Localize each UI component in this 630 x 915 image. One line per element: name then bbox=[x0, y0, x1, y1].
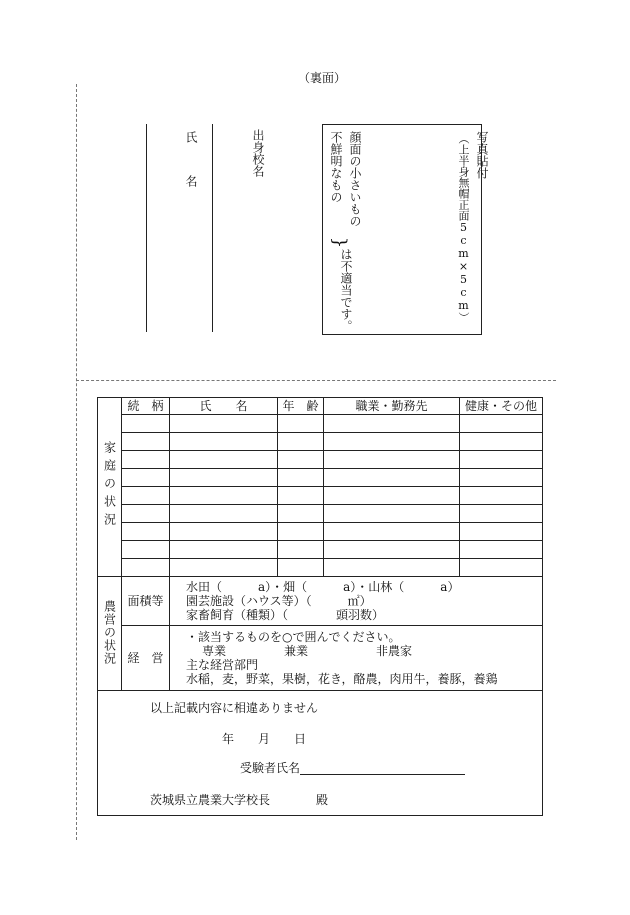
family-cell[interactable] bbox=[170, 451, 278, 469]
header-occupation: 職業・勤務先 bbox=[324, 398, 460, 415]
farm-side-label-cell bbox=[98, 577, 122, 691]
vertical-cut-line bbox=[76, 84, 77, 840]
signature-line[interactable] bbox=[300, 762, 465, 775]
declaration-date: 年 月 日 bbox=[222, 732, 307, 746]
mgmt-option-parttime[interactable]: 兼業 bbox=[284, 644, 309, 658]
family-cell[interactable] bbox=[278, 487, 324, 505]
family-cell[interactable] bbox=[122, 469, 170, 487]
family-cell[interactable] bbox=[460, 505, 543, 523]
school-write-line bbox=[212, 124, 213, 332]
declaration-signature bbox=[240, 761, 465, 775]
mgmt-instruction: ・該当するものを○で囲んでください。 bbox=[186, 630, 401, 644]
mgmt-label: 経 営 bbox=[122, 626, 170, 691]
family-cell[interactable] bbox=[122, 559, 170, 577]
horizontal-cut-line bbox=[76, 380, 556, 381]
family-cell[interactable] bbox=[324, 541, 460, 559]
family-cell[interactable] bbox=[324, 451, 460, 469]
family-row bbox=[98, 451, 543, 469]
mgmt-main-items: 水稲，麦，野菜，果樹，花き，酪農，肉用牛，養豚，養鶏 bbox=[186, 672, 498, 686]
header-health: 健康・その他 bbox=[460, 398, 543, 415]
family-row bbox=[98, 559, 543, 577]
family-cell[interactable] bbox=[122, 523, 170, 541]
family-cell[interactable] bbox=[278, 469, 324, 487]
family-side-label-cell bbox=[98, 398, 122, 577]
family-cell[interactable] bbox=[278, 523, 324, 541]
name-write-line bbox=[146, 124, 147, 332]
family-cell[interactable] bbox=[122, 415, 170, 433]
area-line-livestock: 家畜飼育（種類）（ 頭羽数） bbox=[186, 608, 385, 622]
farm-mgmt-row bbox=[98, 626, 543, 691]
family-cell[interactable] bbox=[324, 469, 460, 487]
family-cell[interactable] bbox=[324, 415, 460, 433]
farm-side-label: 農営の状況 bbox=[102, 599, 117, 665]
area-label: 面積等 bbox=[122, 577, 170, 626]
family-cell[interactable] bbox=[460, 433, 543, 451]
family-cell[interactable] bbox=[460, 451, 543, 469]
brace-glyph: } bbox=[329, 236, 351, 249]
family-row bbox=[98, 469, 543, 487]
family-side-label: 家庭の状況 bbox=[102, 440, 117, 531]
family-row bbox=[98, 505, 543, 523]
family-cell[interactable] bbox=[170, 559, 278, 577]
family-row bbox=[98, 541, 543, 559]
family-cell[interactable] bbox=[278, 541, 324, 559]
family-cell[interactable] bbox=[122, 505, 170, 523]
family-cell[interactable] bbox=[122, 433, 170, 451]
family-cell[interactable] bbox=[170, 505, 278, 523]
mgmt-options bbox=[186, 644, 526, 658]
family-cell[interactable] bbox=[460, 487, 543, 505]
header-relation: 続 柄 bbox=[122, 398, 170, 415]
header-age: 年 齢 bbox=[278, 398, 324, 415]
family-row bbox=[98, 415, 543, 433]
family-cell[interactable] bbox=[324, 487, 460, 505]
family-cell[interactable] bbox=[278, 505, 324, 523]
family-cell[interactable] bbox=[170, 415, 278, 433]
family-header-row bbox=[98, 398, 543, 415]
declaration-cell bbox=[98, 691, 543, 816]
area-line-greenhouse: 園芸施設（ハウス等）（ ㎡） bbox=[186, 594, 372, 608]
name-label: 氏 名 bbox=[184, 131, 198, 197]
declaration-addressee: 茨城県立農業大学校長 bbox=[150, 793, 271, 807]
photo-note-small: 顔面の小さいもの bbox=[348, 131, 362, 227]
area-line-land: 水田（ a）・畑（ a）・山林（ a） bbox=[186, 580, 460, 594]
school-label: 出身校名 bbox=[251, 129, 265, 177]
family-cell[interactable] bbox=[460, 559, 543, 577]
signer-label: 受験者氏名 bbox=[240, 761, 301, 775]
mgmt-option-nonfarm[interactable]: 非農家 bbox=[376, 644, 413, 658]
family-cell[interactable] bbox=[324, 433, 460, 451]
photo-spec: （上半身無帽正面5cm×5cm） bbox=[457, 133, 470, 323]
family-table bbox=[97, 397, 543, 816]
family-cell[interactable] bbox=[324, 505, 460, 523]
family-cell[interactable] bbox=[170, 523, 278, 541]
photo-title: 写真貼付 bbox=[475, 131, 489, 179]
family-row bbox=[98, 487, 543, 505]
family-cell[interactable] bbox=[170, 487, 278, 505]
photo-note-blurry: 不鮮明なもの bbox=[329, 131, 343, 203]
mgmt-main-label: 主な経営部門 bbox=[186, 658, 259, 672]
family-cell[interactable] bbox=[170, 469, 278, 487]
declaration-row bbox=[98, 691, 543, 816]
farm-area-row bbox=[98, 577, 543, 626]
mgmt-option-fulltime[interactable]: 専業 bbox=[202, 644, 227, 658]
header-name: 氏 名 bbox=[170, 398, 278, 415]
page-title: （裏面） bbox=[298, 71, 347, 85]
family-cell[interactable] bbox=[170, 433, 278, 451]
family-cell[interactable] bbox=[170, 541, 278, 559]
area-details bbox=[170, 577, 543, 626]
family-cell[interactable] bbox=[324, 559, 460, 577]
family-cell[interactable] bbox=[460, 415, 543, 433]
family-row bbox=[98, 523, 543, 541]
family-cell[interactable] bbox=[122, 541, 170, 559]
declaration-statement: 以上記載内容に相違ありません bbox=[150, 701, 319, 715]
family-cell[interactable] bbox=[460, 469, 543, 487]
family-cell[interactable] bbox=[278, 415, 324, 433]
family-cell[interactable] bbox=[122, 487, 170, 505]
declaration-honorific: 殿 bbox=[316, 793, 329, 807]
family-cell[interactable] bbox=[324, 523, 460, 541]
family-row bbox=[98, 433, 543, 451]
family-cell[interactable] bbox=[460, 541, 543, 559]
family-cell[interactable] bbox=[278, 451, 324, 469]
family-cell[interactable] bbox=[460, 523, 543, 541]
family-cell[interactable] bbox=[122, 451, 170, 469]
mgmt-details bbox=[170, 626, 543, 691]
photo-note-suffix: は不適当です。 bbox=[339, 248, 353, 332]
family-cell[interactable] bbox=[278, 559, 324, 577]
family-cell[interactable] bbox=[278, 433, 324, 451]
